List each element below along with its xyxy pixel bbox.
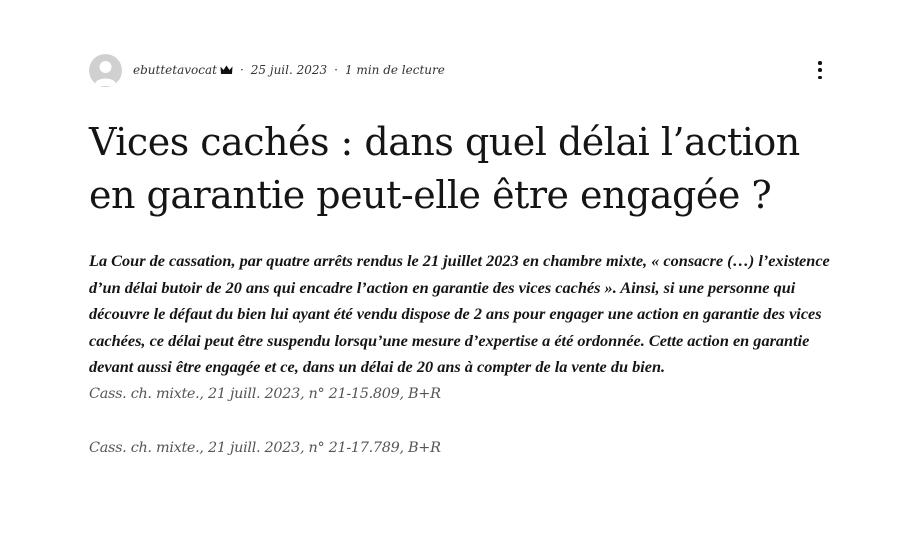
blog-post xyxy=(89,53,834,461)
meta-separator: · xyxy=(239,63,244,77)
author-link[interactable] xyxy=(133,63,233,77)
post-date: 25 juil. 2023 xyxy=(250,63,328,77)
meta-separator: · xyxy=(334,63,338,77)
post-title: Vices cachés : dans quel délai l’action en garantie peut-elle être engagée ? xyxy=(89,120,800,217)
menu-dot xyxy=(818,76,822,80)
citation-2: Cass. ch. mixte., 21 juill. 2023, n° 21-17.789, B+R xyxy=(89,439,441,456)
crown-icon xyxy=(220,65,233,75)
post-meta xyxy=(89,53,834,87)
more-vertical-icon[interactable] xyxy=(815,61,825,79)
citation-1: Cass. ch. mixte., 21 juill. 2023, n° 21-15.809, B+R xyxy=(89,385,441,402)
user-icon xyxy=(89,54,122,87)
menu-dot xyxy=(818,61,822,65)
post-body: La Cour de cassation, par quatre arrêts rendus le 21 juillet 2023 en chambre mixte, « consacre (…) l’existence d’un délai butoir de 20 ans qui encadre l’action en garantie des vices cachés ». Ainsi, si une personne qui découvre le défaut du bien lui ayant été vendu dispose de 2 ans pour engager une action en garantie des vices cachées, ce délai peut être suspendu lorsqu’une mesure d’expertise a été ordonnée. Cette action en garantie devant aussi être engagée et ce, dans un délai de 20 ans à compter de la vente du bien. xyxy=(89,251,830,376)
read-time: 1 min de lecture xyxy=(344,63,445,77)
author-name: ebuttetavocat xyxy=(133,63,217,77)
author-avatar[interactable] xyxy=(89,54,122,87)
menu-dot xyxy=(818,68,822,72)
